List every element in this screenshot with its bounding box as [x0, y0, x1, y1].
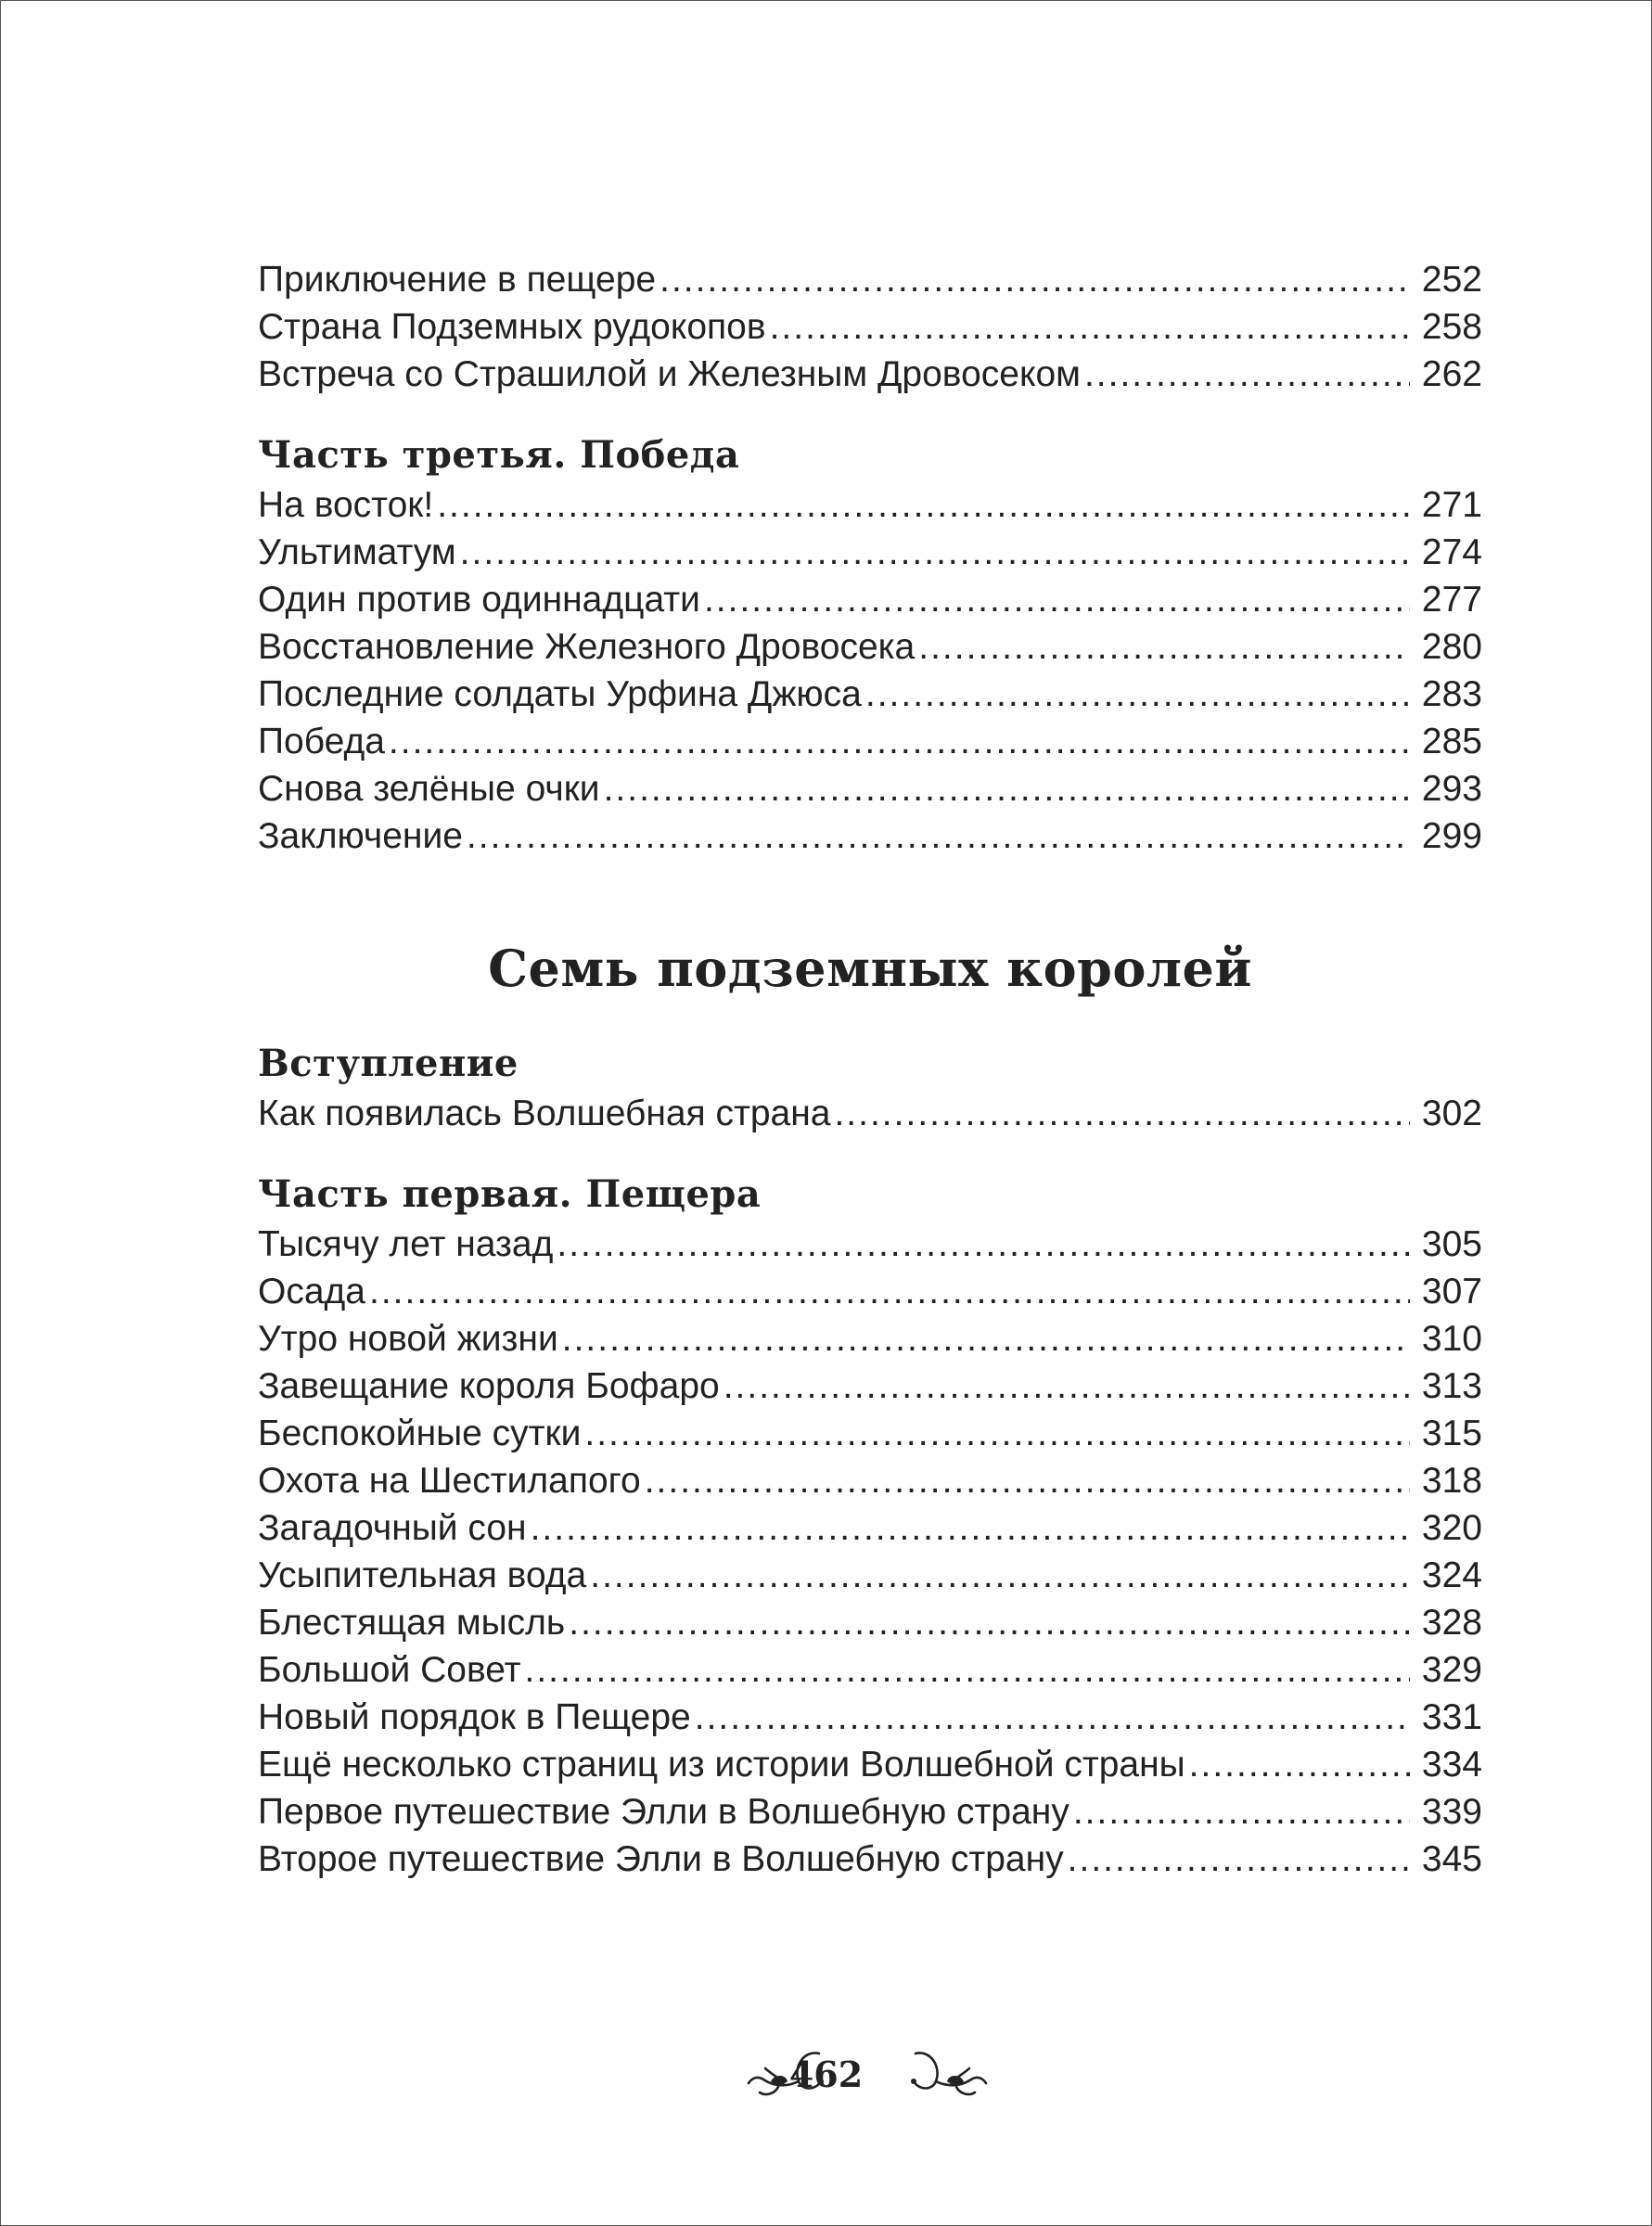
toc-entry-page: 305	[1421, 1224, 1482, 1264]
toc-entry-title: Приключение в пещере	[258, 260, 657, 300]
leader-dots	[695, 1694, 1410, 1741]
toc-entry-title: Тысячу лет назад	[258, 1224, 554, 1264]
leader-dots	[557, 1221, 1410, 1268]
toc-entry-page: 324	[1421, 1555, 1482, 1595]
toc-entry-page: 299	[1421, 816, 1482, 856]
leader-dots	[1189, 1741, 1410, 1788]
toc-entry-page: 310	[1421, 1319, 1482, 1359]
toc-entry-title: Завещание короля Бофаро	[258, 1366, 720, 1406]
toc-entry[interactable]	[258, 256, 1482, 303]
toc-entry-page: 280	[1421, 627, 1482, 667]
toc-entry-title: Большой Совет	[258, 1650, 521, 1690]
toc-entry-title: Встреча со Страшилой и Железным Дровосеком	[258, 354, 1081, 394]
toc-entry[interactable]	[258, 1090, 1482, 1137]
toc-entry-page: 285	[1421, 722, 1482, 761]
page-number: 462	[788, 2053, 864, 2095]
toc-entry[interactable]	[258, 1362, 1482, 1410]
toc-entry-title: Как появилась Волшебная страна	[258, 1094, 831, 1133]
leader-dots	[865, 671, 1410, 718]
toc-entry[interactable]	[258, 481, 1482, 529]
leader-dots	[1084, 351, 1410, 398]
toc-entry-page: 328	[1421, 1603, 1482, 1643]
toc-entry-title: Блестящая мысль	[258, 1603, 566, 1643]
toc-entry[interactable]	[258, 1599, 1482, 1646]
book-title: Семь подземных королей	[488, 939, 1252, 998]
toc-entry-title: Первое путешествие Элли в Волшебную страну	[258, 1792, 1069, 1832]
toc-entry-title: Загадочный сон	[258, 1508, 527, 1548]
toc-entry[interactable]	[258, 623, 1482, 671]
toc-entry-page: 307	[1421, 1272, 1482, 1311]
leader-dots	[590, 1552, 1410, 1599]
toc-entry-page: 318	[1421, 1461, 1482, 1501]
toc-entry-page: 339	[1421, 1792, 1482, 1832]
toc-entry[interactable]	[258, 1221, 1482, 1268]
leader-dots	[1068, 1836, 1410, 1883]
leader-dots	[584, 1410, 1410, 1457]
toc-entry-page: 252	[1421, 260, 1482, 300]
toc-entry-title: Утро новой жизни	[258, 1319, 558, 1359]
toc-entry[interactable]	[258, 529, 1482, 576]
toc-entry[interactable]	[258, 1552, 1482, 1599]
toc-entry-title: Осада	[258, 1272, 365, 1311]
toc-entry-title: Последние солдаты Урфина Джюса	[258, 674, 862, 714]
toc-entry[interactable]	[258, 765, 1482, 812]
leader-dots	[724, 1362, 1410, 1410]
toc-entry-title: Беспокойные сутки	[258, 1414, 582, 1453]
toc-entry-page: 315	[1421, 1414, 1482, 1453]
toc-entry[interactable]	[258, 1504, 1482, 1552]
toc-entry[interactable]	[258, 1457, 1482, 1504]
toc-section-introduction	[258, 1038, 1482, 1137]
toc-entry-title: На восток!	[258, 485, 434, 525]
toc-entry-page: 334	[1421, 1745, 1482, 1785]
toc-entry-page: 331	[1421, 1697, 1482, 1737]
toc-section-part-one	[258, 1169, 1482, 1883]
toc-entry[interactable]	[258, 1268, 1482, 1315]
leader-dots	[531, 1504, 1410, 1552]
toc-entry-title: Второе путешествие Элли в Волшебную страну	[258, 1839, 1064, 1879]
toc-entry-page: 283	[1421, 674, 1482, 714]
section-heading: Часть первая. Пещера	[258, 1172, 762, 1216]
toc-entry-title: Заключение	[258, 816, 463, 856]
toc-entry[interactable]	[258, 1788, 1482, 1836]
toc-entry-page: 262	[1421, 354, 1482, 394]
toc-entry[interactable]	[258, 576, 1482, 623]
toc-entry-title: Страна Подземных рудокопов	[258, 307, 766, 347]
toc-entry-page: 271	[1421, 485, 1482, 525]
table-of-contents	[258, 256, 1482, 1883]
leader-dots	[918, 623, 1410, 671]
toc-entry-title: Восстановление Железного Дровосека	[258, 627, 916, 667]
toc-entry[interactable]	[258, 718, 1482, 765]
leader-dots	[525, 1646, 1411, 1694]
toc-entry[interactable]	[258, 1694, 1482, 1741]
toc-entry-title: Новый порядок в Пещере	[258, 1697, 691, 1737]
toc-entry-title: Ультиматум	[258, 532, 456, 572]
leader-dots	[437, 481, 1410, 529]
toc-entry[interactable]	[258, 1836, 1482, 1883]
leader-dots	[834, 1090, 1410, 1137]
leader-dots	[569, 1599, 1410, 1646]
leader-dots	[660, 256, 1410, 303]
toc-entry-page: 302	[1421, 1094, 1482, 1133]
toc-entry-page: 320	[1421, 1508, 1482, 1548]
toc-entry-title: Охота на Шестилапого	[258, 1461, 641, 1501]
toc-entry-page: 293	[1421, 769, 1482, 809]
leader-dots	[562, 1315, 1410, 1362]
toc-entry-page: 274	[1421, 532, 1482, 572]
toc-entry-page: 329	[1421, 1650, 1482, 1690]
toc-entry-title: Снова зелёные очки	[258, 769, 600, 809]
section-heading: Часть третья. Победа	[258, 433, 740, 477]
toc-entry-page: 277	[1421, 580, 1482, 620]
toc-entry-page: 258	[1421, 307, 1482, 347]
toc-entry[interactable]	[258, 671, 1482, 718]
toc-entry[interactable]	[258, 303, 1482, 351]
toc-entry[interactable]	[258, 1741, 1482, 1788]
toc-section-part-three	[258, 429, 1482, 860]
leader-dots	[389, 718, 1410, 765]
section-heading: Вступление	[258, 1042, 519, 1085]
leader-dots	[467, 812, 1410, 860]
toc-entry[interactable]	[258, 1646, 1482, 1694]
leader-dots	[369, 1268, 1410, 1315]
leader-dots	[1073, 1788, 1410, 1836]
leader-dots	[645, 1457, 1410, 1504]
leader-dots	[704, 576, 1410, 623]
toc-section-continuation	[258, 256, 1482, 398]
toc-entry-title: Победа	[258, 722, 385, 761]
leader-dots	[460, 529, 1410, 576]
toc-entry-title: Ещё несколько страниц из истории Волшебной страны	[258, 1745, 1185, 1785]
leader-dots	[604, 765, 1410, 812]
toc-entry[interactable]	[258, 351, 1482, 398]
toc-entry[interactable]	[258, 812, 1482, 860]
leader-dots	[770, 303, 1410, 351]
toc-entry-title: Один против одиннадцати	[258, 580, 700, 620]
toc-entry[interactable]	[258, 1410, 1482, 1457]
toc-entry[interactable]	[258, 1315, 1482, 1362]
toc-entry-title: Усыпительная вода	[258, 1555, 587, 1595]
page-folio	[0, 2040, 1652, 2115]
toc-entry-page: 345	[1421, 1839, 1482, 1879]
toc-entry-page: 313	[1421, 1366, 1482, 1406]
